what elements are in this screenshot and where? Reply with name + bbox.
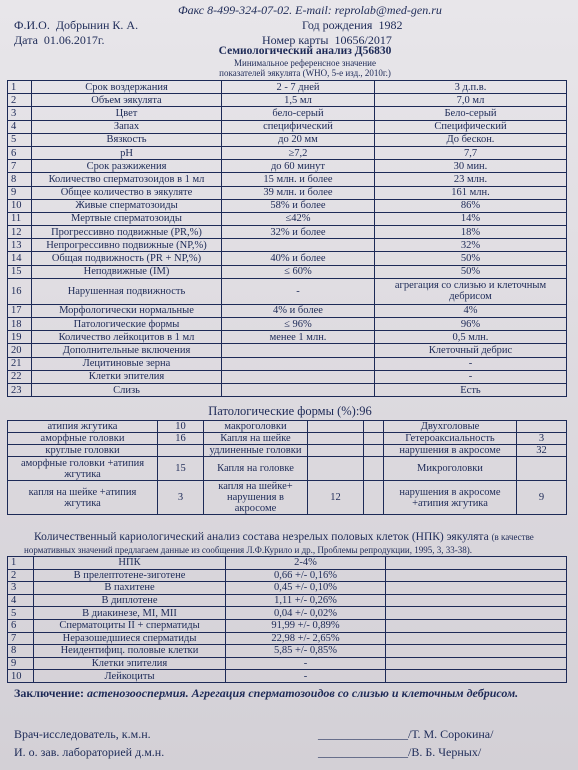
row-number: 20 — [8, 344, 32, 357]
table-row — [8, 133, 567, 146]
parameter-name: Мертвые сперматозоиды — [32, 212, 222, 225]
patho-form-name: удлиненные головки — [204, 445, 308, 457]
parameter-name: Запах — [32, 120, 222, 133]
parameter-name: Прогрессивно подвижные (PR,%) — [32, 226, 222, 239]
conclusion-label: Заключение: — [14, 686, 84, 700]
table-row — [8, 81, 567, 94]
patient-name-row — [14, 18, 138, 33]
result-value: агрегация со слизью и клеточным дебрисом — [375, 278, 567, 304]
row-number: 10 — [8, 670, 34, 683]
patho-form-name: капля на шейке+ нарушения в акросоме — [204, 481, 308, 515]
birth-year: 1982 — [378, 18, 403, 32]
reference-value: бело-серый — [222, 107, 375, 120]
row-number: 5 — [8, 133, 32, 146]
spacer-cell — [364, 457, 384, 481]
result-value: 50% — [375, 265, 567, 278]
table-row — [8, 582, 567, 595]
table-row — [8, 212, 567, 225]
reference-value: 1,5 мл — [222, 94, 375, 107]
cell-type-name: В диплотене — [34, 594, 226, 607]
cell-type-name: В диакинезе, МI, МII — [34, 607, 226, 620]
patho-form-value — [308, 421, 364, 433]
patho-form-value — [517, 421, 567, 433]
table-row — [8, 619, 567, 632]
parameter-name: Дополнительные включения — [32, 344, 222, 357]
table-row — [8, 445, 567, 457]
cell-type-name: НПК — [34, 557, 226, 570]
result-value: 4% — [375, 304, 567, 317]
table-row — [8, 160, 567, 173]
head-role: И. о. зав. лабораторией д.м.н. — [14, 745, 165, 759]
table-row — [8, 146, 567, 159]
patho-form-name: атипия жгутика — [8, 421, 158, 433]
reference-value: 40% и более — [222, 252, 375, 265]
table-row — [8, 594, 567, 607]
table-row — [8, 278, 567, 304]
doctor-signature: _______________/Т. М. Сорокина/ — [318, 727, 494, 741]
row-number: 1 — [8, 81, 32, 94]
result-value — [386, 619, 567, 632]
parameter-name: Нарушенная подвижность — [32, 278, 222, 304]
birth-row — [302, 18, 402, 33]
result-value: 32% — [375, 239, 567, 252]
parameter-name: Общее количество в эякуляте — [32, 186, 222, 199]
parameter-name: Вязкость — [32, 133, 222, 146]
patho-form-value: 16 — [158, 433, 204, 445]
patho-form-name: круглые головки — [8, 445, 158, 457]
parameter-name: Цвет — [32, 107, 222, 120]
row-number: 2 — [8, 94, 32, 107]
reference-subtitle-1: Минимальное референсное значение — [234, 58, 376, 68]
parameter-name: Непрогрессивно подвижные (NP,%) — [32, 239, 222, 252]
reference-value: ≥7,2 — [222, 146, 375, 159]
parameter-name: Срок разжижения — [32, 160, 222, 173]
date-label: Дата — [14, 33, 38, 47]
reference-value — [222, 344, 375, 357]
npk-title: Количественный кариологический анализ состава незрелых половых клеток (НПК) эякулята — [34, 531, 489, 543]
parameter-name: Клетки эпителия — [32, 370, 222, 383]
reference-value: 1,11 +/- 0,26% — [226, 594, 386, 607]
patho-form-value: 3 — [517, 433, 567, 445]
parameter-name: Общая подвижность (PR + NP,%) — [32, 252, 222, 265]
table-row — [8, 226, 567, 239]
parameter-name: Срок воздержания — [32, 81, 222, 94]
cell-type-name: Неразошедшиеся сперматиды — [34, 632, 226, 645]
row-number: 7 — [8, 160, 32, 173]
reference-value: 0,45 +/- 0,10% — [226, 582, 386, 595]
reference-value: ≤ 60% — [222, 265, 375, 278]
result-value: 0,5 млн. — [375, 331, 567, 344]
row-number: 15 — [8, 265, 32, 278]
cell-type-name: В прелептотене-зиготене — [34, 569, 226, 582]
row-number: 3 — [8, 107, 32, 120]
patho-form-name: Двухголовые — [384, 421, 517, 433]
row-number: 5 — [8, 607, 34, 620]
patho-form-value — [308, 445, 364, 457]
row-number: 9 — [8, 657, 34, 670]
table-row — [8, 670, 567, 683]
row-number: 8 — [8, 645, 34, 658]
reference-value: - — [226, 670, 386, 683]
row-number: 7 — [8, 632, 34, 645]
table-row — [8, 607, 567, 620]
patho-form-name: Капля на головке — [204, 457, 308, 481]
patho-forms-table — [7, 420, 567, 515]
birth-label: Год рождения — [302, 18, 373, 32]
table-row — [8, 318, 567, 331]
table-row — [8, 569, 567, 582]
result-value: Клеточный дебрис — [375, 344, 567, 357]
row-number: 1 — [8, 557, 34, 570]
patho-form-name: аморфные головки +атипия жгутика — [8, 457, 158, 481]
patho-form-value — [308, 457, 364, 481]
row-number: 23 — [8, 383, 32, 396]
result-value — [386, 594, 567, 607]
row-number: 19 — [8, 331, 32, 344]
parameter-name: Лецитиновые зерна — [32, 357, 222, 370]
card-number: 10656/2017 — [334, 33, 392, 47]
reference-value: - — [222, 278, 375, 304]
patient-name: Добрынин К. А. — [55, 18, 139, 32]
parameter-name: pH — [32, 146, 222, 159]
cell-type-name: Клетки эпителия — [34, 657, 226, 670]
patho-form-value: 9 — [517, 481, 567, 515]
reference-value: 91,99 +/- 0,89% — [226, 619, 386, 632]
reference-value: менее 1 млн. — [222, 331, 375, 344]
reference-value: ≤ 96% — [222, 318, 375, 331]
table-row — [8, 173, 567, 186]
result-value: Есть — [375, 383, 567, 396]
patho-form-name: Капля на шейке — [204, 433, 308, 445]
cell-type-name: Лейкоциты — [34, 670, 226, 683]
spacer-cell — [364, 481, 384, 515]
row-number: 21 — [8, 357, 32, 370]
row-number: 6 — [8, 619, 34, 632]
result-value — [386, 632, 567, 645]
row-number: 9 — [8, 186, 32, 199]
table-row — [8, 199, 567, 212]
table-row — [8, 265, 567, 278]
reference-value: 22,98 +/- 2,65% — [226, 632, 386, 645]
result-value: 3 д.п.в. — [375, 81, 567, 94]
result-value: - — [375, 370, 567, 383]
parameter-name: Неподвижные (IM) — [32, 265, 222, 278]
table-row — [8, 370, 567, 383]
doctor-role: Врач-исследователь, к.м.н. — [14, 727, 151, 741]
table-row — [8, 252, 567, 265]
reference-value: 39 млн. и более — [222, 186, 375, 199]
patho-form-value: 15 — [158, 457, 204, 481]
result-value: 23 млн. — [375, 173, 567, 186]
conclusion — [14, 686, 570, 701]
result-value: - — [375, 357, 567, 370]
result-value: Бело-серый — [375, 107, 567, 120]
table-row — [8, 186, 567, 199]
cell-type-name: В пахитене — [34, 582, 226, 595]
result-value — [386, 670, 567, 683]
parameter-name: Морфологически нормальные — [32, 304, 222, 317]
reference-value: 58% и более — [222, 199, 375, 212]
conclusion-text: астенозооспермия. Агрегация сперматозоидов со слизью и клеточным дебрисом. — [86, 686, 519, 700]
parameter-name: Количество лейкоцитов в 1 мл — [32, 331, 222, 344]
parameter-name: Слизь — [32, 383, 222, 396]
result-value: 18% — [375, 226, 567, 239]
spacer-cell — [364, 445, 384, 457]
result-value: 7,0 мл — [375, 94, 567, 107]
result-value: Специфический — [375, 120, 567, 133]
row-number: 13 — [8, 239, 32, 252]
reference-value: 32% и более — [222, 226, 375, 239]
row-number: 18 — [8, 318, 32, 331]
row-number: 4 — [8, 594, 34, 607]
patho-form-value — [517, 457, 567, 481]
report-date: 01.06.2017г. — [43, 33, 105, 47]
table-row — [8, 331, 567, 344]
row-number: 14 — [8, 252, 32, 265]
reference-value: до 20 мм — [222, 133, 375, 146]
npk-table — [7, 556, 567, 683]
table-row — [8, 107, 567, 120]
row-number: 11 — [8, 212, 32, 225]
result-value: 7,7 — [375, 146, 567, 159]
reference-value — [222, 383, 375, 396]
row-number: 3 — [8, 582, 34, 595]
reference-value: 15 млн. и более — [222, 173, 375, 186]
row-number: 10 — [8, 199, 32, 212]
result-value — [386, 645, 567, 658]
parameter-name: Количество сперматозоидов в 1 мл — [32, 173, 222, 186]
result-value: До бескон. — [375, 133, 567, 146]
patho-form-name: нарушения в акросоме — [384, 445, 517, 457]
parameter-name: Живые сперматозоиды — [32, 199, 222, 212]
result-value — [386, 569, 567, 582]
patho-form-value: 3 — [158, 481, 204, 515]
report-title: Семиологический анализ Д56830 — [218, 45, 392, 57]
reference-value — [222, 357, 375, 370]
fio-label: Ф.И.О. — [14, 18, 50, 32]
head-signature: _______________/В. Б. Черных/ — [318, 745, 482, 759]
spacer-cell — [364, 433, 384, 445]
result-value: 30 мин. — [375, 160, 567, 173]
patho-form-name: Микроголовки — [384, 457, 517, 481]
contact-line: Факс 8-499-324-07-02. E-mail: reprolab@med-gen.ru — [178, 3, 442, 17]
parameter-name: Объем эякулята — [32, 94, 222, 107]
result-value: 86% — [375, 199, 567, 212]
patho-form-name: аморфные головки — [8, 433, 158, 445]
reference-value: 4% и более — [222, 304, 375, 317]
reference-value: 5,85 +/- 0,85% — [226, 645, 386, 658]
table-row — [8, 657, 567, 670]
table-row — [8, 344, 567, 357]
result-value: 14% — [375, 212, 567, 225]
table-row — [8, 433, 567, 445]
table-row — [8, 645, 567, 658]
semen-analysis-table — [7, 80, 567, 397]
table-row — [8, 383, 567, 396]
reference-value: 2 - 7 дней — [222, 81, 375, 94]
row-number: 12 — [8, 226, 32, 239]
table-row — [8, 457, 567, 481]
patho-form-name: нарушения в акросоме +атипия жгутика — [384, 481, 517, 515]
reference-value: до 60 минут — [222, 160, 375, 173]
card-label: Номер карты — [262, 33, 329, 47]
row-number: 2 — [8, 569, 34, 582]
row-number: 6 — [8, 146, 32, 159]
npk-title-note: (в качестве — [491, 532, 534, 542]
npk-title-line — [34, 531, 534, 543]
reference-subtitle-2: показателей эякулята (WHO, 5-е изд., 2010г.) — [219, 68, 391, 78]
reference-value: 0,66 +/- 0,16% — [226, 569, 386, 582]
patho-form-name: макроголовки — [204, 421, 308, 433]
parameter-name: Патологические формы — [32, 318, 222, 331]
table-row — [8, 481, 567, 515]
patho-form-value — [158, 445, 204, 457]
npk-reference-note: нормативных значений предлагаем данные из сообщения Л.Ф.Курило и др., Проблемы репродукции, 1995, 3, 33-38). — [24, 545, 472, 555]
row-number: 17 — [8, 304, 32, 317]
reference-value: 2-4% — [226, 557, 386, 570]
patho-form-value: 10 — [158, 421, 204, 433]
cell-type-name: Сперматоциты II + сперматиды — [34, 619, 226, 632]
row-number: 16 — [8, 278, 32, 304]
patho-form-value: 32 — [517, 445, 567, 457]
table-row — [8, 304, 567, 317]
table-row — [8, 632, 567, 645]
row-number: 22 — [8, 370, 32, 383]
reference-value: - — [226, 657, 386, 670]
cell-type-name: Неидентифиц. половые клетки — [34, 645, 226, 658]
date-row — [14, 33, 105, 48]
spacer-cell — [364, 421, 384, 433]
result-value: 96% — [375, 318, 567, 331]
table-row — [8, 557, 567, 570]
patho-form-value — [308, 433, 364, 445]
table-row — [8, 421, 567, 433]
table-row — [8, 94, 567, 107]
table-row — [8, 239, 567, 252]
reference-value — [222, 370, 375, 383]
patho-forms-title: Патологические формы (%):96 — [208, 404, 372, 418]
patho-form-name: капля на шейке +атипия жгутика — [8, 481, 158, 515]
result-value: 50% — [375, 252, 567, 265]
result-value — [386, 557, 567, 570]
result-value — [386, 657, 567, 670]
result-value — [386, 607, 567, 620]
reference-value: специфический — [222, 120, 375, 133]
table-row — [8, 357, 567, 370]
row-number: 8 — [8, 173, 32, 186]
patho-form-name: Гетероаксиальность — [384, 433, 517, 445]
table-row — [8, 120, 567, 133]
row-number: 4 — [8, 120, 32, 133]
patho-form-value: 12 — [308, 481, 364, 515]
reference-value: ≤42% — [222, 212, 375, 225]
result-value: 161 млн. — [375, 186, 567, 199]
reference-value: 0,04 +/- 0,02% — [226, 607, 386, 620]
reference-value — [222, 239, 375, 252]
result-value — [386, 582, 567, 595]
